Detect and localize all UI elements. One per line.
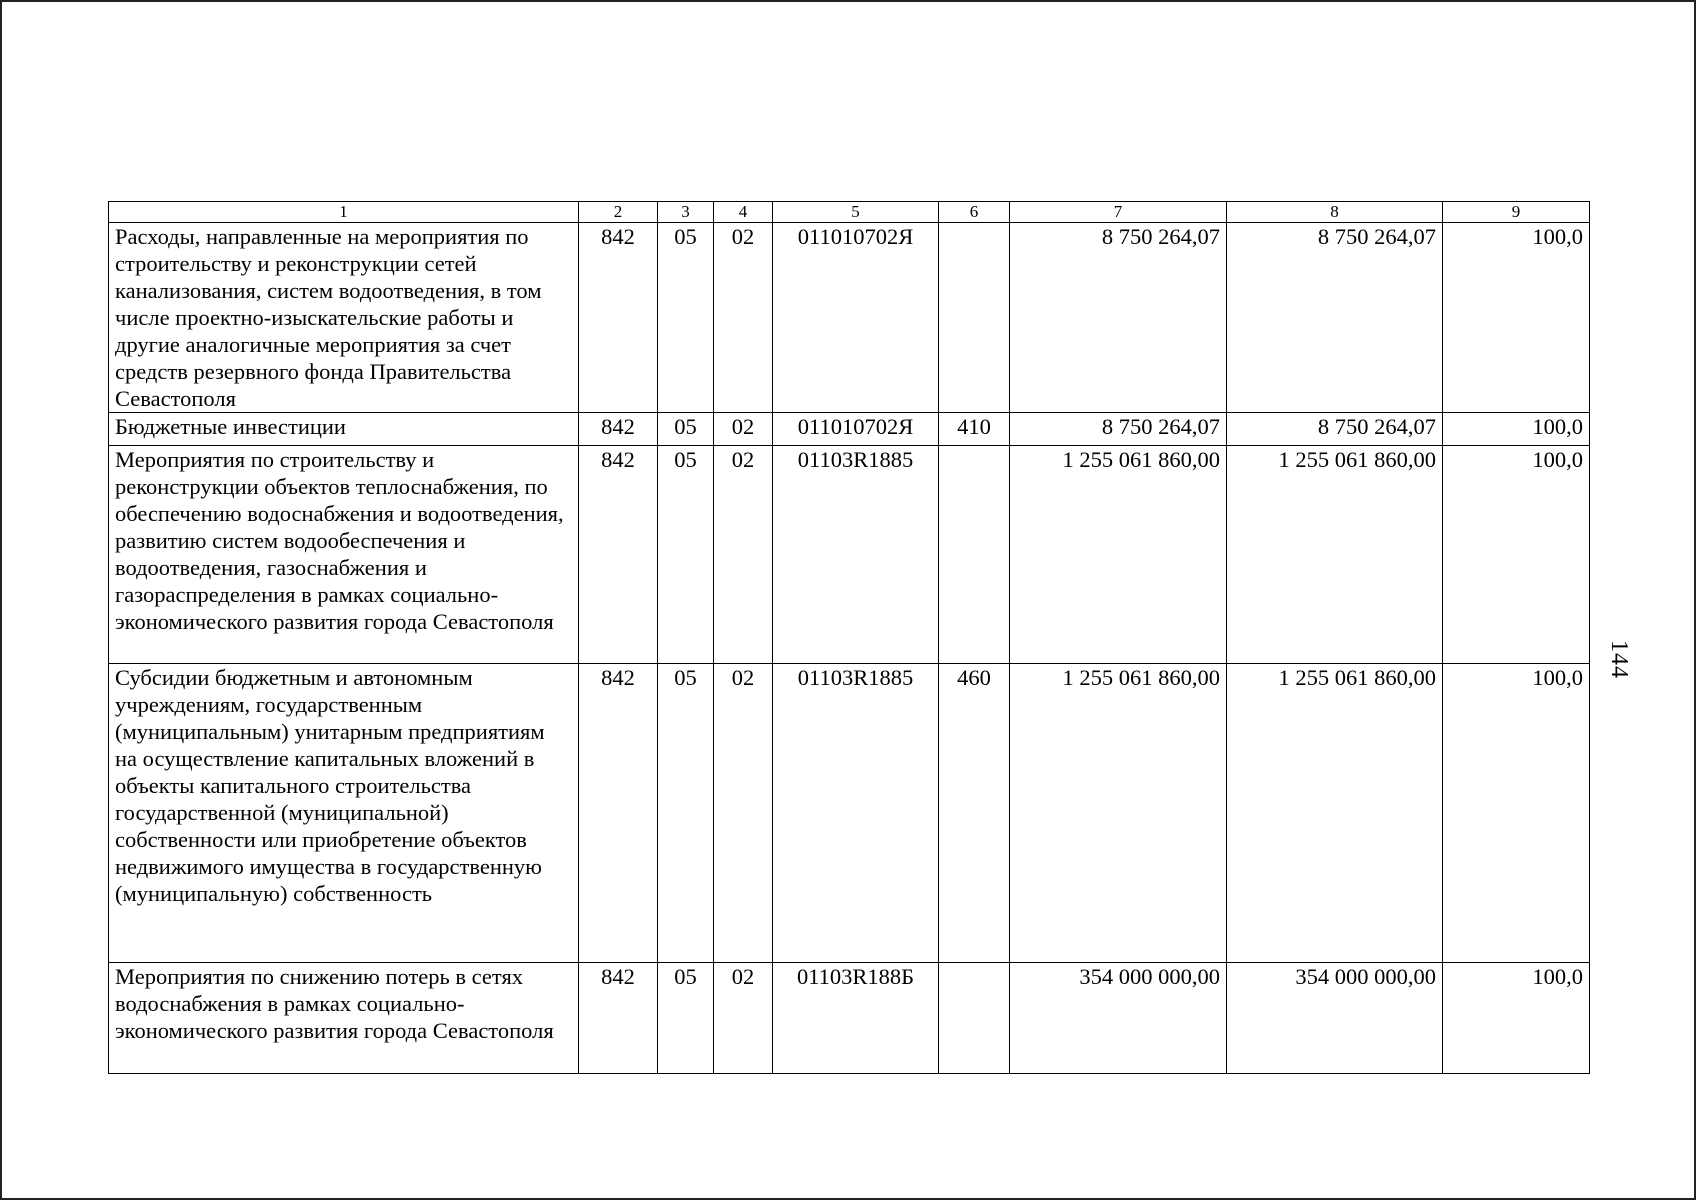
column-header: 6 [939,202,1010,223]
budget-table [108,201,1590,1074]
expense-name-cell: Субсидии бюджетным и автономным учреждениям, государственным (муниципальным) унитарным предприятиям на осуществление капитальных вложений в объекты капитального строительства государственной (муниципальной) собственности или приобретение объектов недвижимого имущества в государственную (муниципальную) собственность [109,664,579,963]
grbs-code-cell: 842 [579,963,658,1074]
expense-type-cell: 410 [939,413,1010,446]
planned-amount-cell: 354 000 000,00 [1010,963,1227,1074]
executed-amount-cell: 8 750 264,07 [1227,413,1443,446]
column-header: 8 [1227,202,1443,223]
percent-cell: 100,0 [1443,446,1590,664]
column-header: 5 [773,202,939,223]
executed-amount-cell: 1 255 061 860,00 [1227,664,1443,963]
table-row [109,413,1590,446]
target-article-cell: 011010702Я [773,223,939,413]
section-code-cell: 05 [658,963,714,1074]
planned-amount-cell: 8 750 264,07 [1010,413,1227,446]
executed-amount-cell: 8 750 264,07 [1227,223,1443,413]
section-code-cell: 05 [658,413,714,446]
expense-type-cell [939,963,1010,1074]
subsection-code-cell: 02 [714,223,773,413]
target-article-cell: 011010702Я [773,413,939,446]
section-code-cell: 05 [658,223,714,413]
subsection-code-cell: 02 [714,446,773,664]
planned-amount-cell: 1 255 061 860,00 [1010,446,1227,664]
table-row [109,446,1590,664]
percent-cell: 100,0 [1443,223,1590,413]
column-header: 9 [1443,202,1590,223]
percent-cell: 100,0 [1443,963,1590,1074]
column-header: 2 [579,202,658,223]
table-row [109,664,1590,963]
expense-type-cell [939,223,1010,413]
grbs-code-cell: 842 [579,413,658,446]
column-header: 7 [1010,202,1227,223]
expense-name-cell: Мероприятия по снижению потерь в сетях водоснабжения в рамках социально-экономического развития города Севастополя [109,963,579,1074]
table-row [109,223,1590,413]
subsection-code-cell: 02 [714,664,773,963]
grbs-code-cell: 842 [579,223,658,413]
percent-cell: 100,0 [1443,413,1590,446]
subsection-code-cell: 02 [714,963,773,1074]
column-header: 3 [658,202,714,223]
column-number-header-row [109,202,1590,223]
target-article-cell: 01103R1885 [773,446,939,664]
percent-cell: 100,0 [1443,664,1590,963]
column-header: 4 [714,202,773,223]
budget-table-container [108,201,1589,1074]
target-article-cell: 01103R1885 [773,664,939,963]
expense-name-cell: Расходы, направленные на мероприятия по строительству и реконструкции сетей канализования, систем водоотведения, в том числе проектно-изыскательские работы и другие аналогичные мероприятия за счет средств резервного фонда Правительства Севастополя [109,223,579,413]
expense-type-cell [939,446,1010,664]
planned-amount-cell: 1 255 061 860,00 [1010,664,1227,963]
column-header: 1 [109,202,579,223]
section-code-cell: 05 [658,446,714,664]
page-number: 144 [1606,640,1632,679]
target-article-cell: 01103R188Б [773,963,939,1074]
planned-amount-cell: 8 750 264,07 [1010,223,1227,413]
section-code-cell: 05 [658,664,714,963]
expense-type-cell: 460 [939,664,1010,963]
expense-name-cell: Бюджетные инвестиции [109,413,579,446]
grbs-code-cell: 842 [579,446,658,664]
subsection-code-cell: 02 [714,413,773,446]
expense-name-cell: Мероприятия по строительству и реконструкции объектов теплоснабжения, по обеспечению водоснабжения и водоотведения, развитию систем водообеспечения и водоотведения, газоснабжения и газораспределения в рамках социально-экономического развития города Севастополя [109,446,579,664]
executed-amount-cell: 1 255 061 860,00 [1227,446,1443,664]
grbs-code-cell: 842 [579,664,658,963]
executed-amount-cell: 354 000 000,00 [1227,963,1443,1074]
table-row [109,963,1590,1074]
